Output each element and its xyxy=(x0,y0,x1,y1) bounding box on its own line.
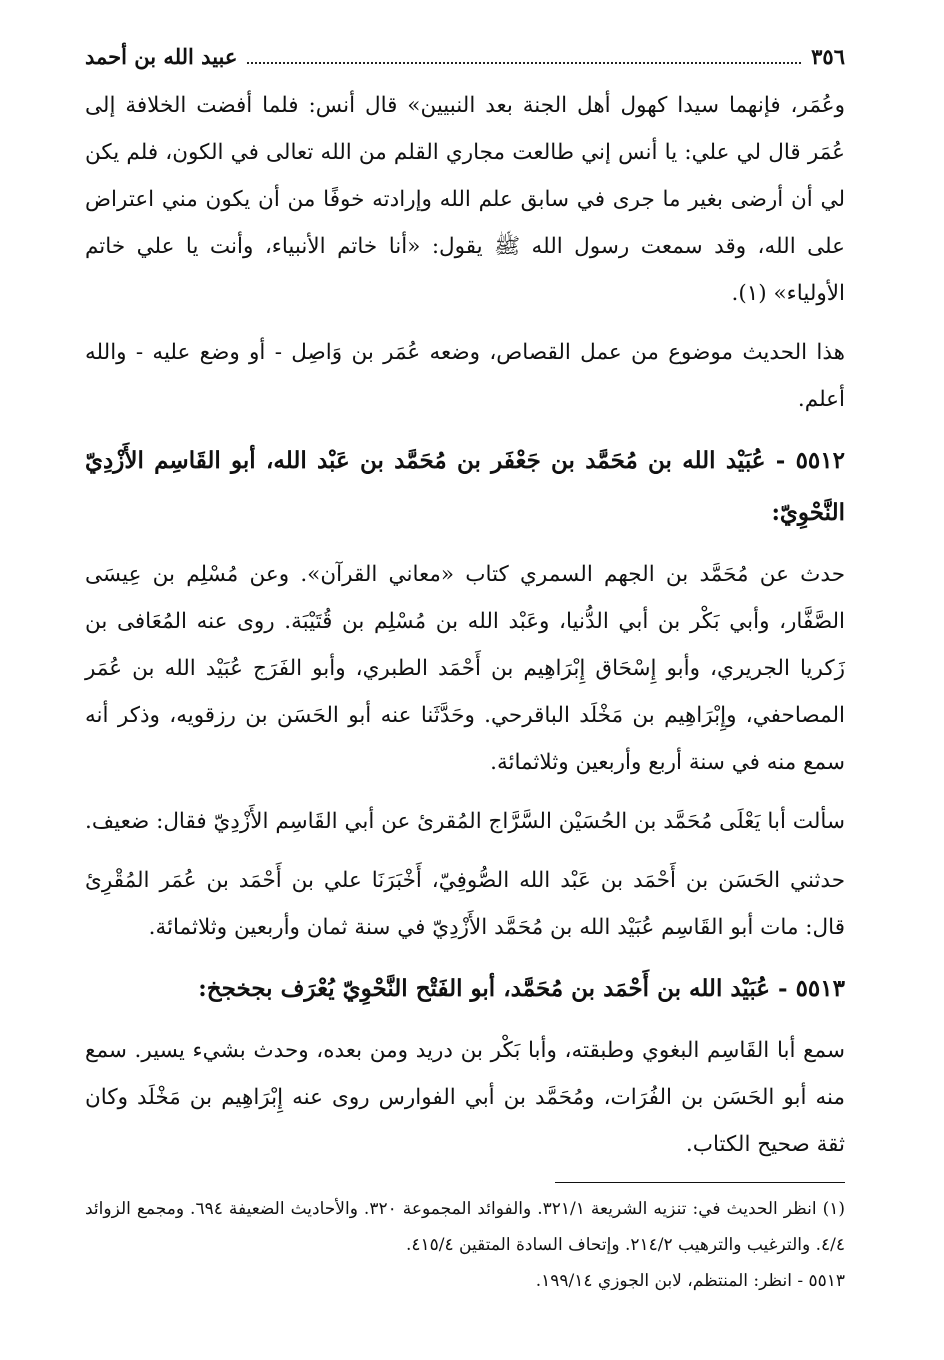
hadith-verdict-paragraph: هذا الحديث موضوع من عمل القصاص، وضعه عُمَر بن وَاصِل - أو وضع عليه - والله أعلم. xyxy=(85,340,845,412)
running-header xyxy=(85,44,845,82)
running-title: عبيد الله بن أحمد xyxy=(85,44,238,69)
entry-5512-paragraph-2: سألت أبا يَعْلَى مُحَمَّد بن الحُسَيْن السَّرَّاج المُقرئ عن أبي القَاسِم الأَزْدِيّ فقال: ضعيف. xyxy=(85,809,845,834)
entry-5512-paragraph-1: حدث عن مُحَمَّد بن الجهم السمري كتاب «معاني القرآن». وعن مُسْلِم بن عِيسَى الصَّفَّار، وأبي بَكْر بن أبي الدُّنيا، وعَبْد الله بن مُسْلِم بن قُتَيْبَة. روى عنه المُعَافى بن زَكريا الجريري، وأبو إِسْحَاق إِبْرَاهِيم بن أَحْمَد الطبري، وأبو الفَرَج عُبَيْد الله بن عُمَر المصاحفي، وإِبْرَاهِيم بن مَخْلَد الباقرحي. وحَدَّثَنا عنه أبو الحَسَن بن رزقويه، وذكر أنه سمع منه في سنة أربع وأربعين وثلاثمائة. xyxy=(85,562,845,775)
footnote-separator xyxy=(555,1182,845,1183)
footnote-1: (١) انظر الحديث في: تنزيه الشريعة ٣٢١/١. والفوائد المجموعة ٣٢٠. والأحاديث الضعيفة ٦٩٤. ومجمع الزوائد ٤/٤. والترغيب والترهيب ٢١٤/٢. وإتحاف السادة المتقين ٤١٥/٤. xyxy=(85,1199,845,1255)
book-page xyxy=(85,44,845,1299)
entry-5512-heading: ٥٥١٢ - عُبَيْد الله بن مُحَمَّد بن جَعْفَر بن مُحَمَّد بن عَبْد الله، أبو القَاسِم الأَزْدِيّ النَّحْوِيّ: xyxy=(85,447,845,526)
header-dot-leader xyxy=(247,62,801,64)
continuation-paragraph: وعُمَر، فإنهما سيدا كهول أهل الجنة بعد النبيين» قال أنس: فلما أفضت الخلافة إلى عُمَر قال لي علي: يا أنس إني طالعت مجاري القلم من الله تعالى في الكون، فلم يكن لي أن أرضى بغير ما جرى في سابق علم الله وإرادته خوفًا من أن يكون مني اعتراض على الله، وقد سمعت رسول الله ﷺ يقول: «أنا خاتم الأنبياء، وأنت يا علي خاتم الأولياء» (١). xyxy=(85,93,845,306)
footnote-5513: ٥٥١٣ - انظر: المنتظم، لابن الجوزي ١٩٩/١٤. xyxy=(535,1271,845,1291)
page-number: ٣٥٦ xyxy=(811,44,845,69)
entry-5512-paragraph-3: حدثني الحَسَن بن أَحْمَد بن عَبْد الله الصُّوفِيّ، أَخْبَرَنَا علي بن أَحْمَد بن عُمَر المُقْرِئ قال: مات أبو القَاسِم عُبَيْد الله بن مُحَمَّد الأَزْدِيّ في سنة ثمان وأربعين وثلاثمائة. xyxy=(85,868,845,940)
entry-5513-paragraph-1: سمع أبا القَاسِم البغوي وطبقته، وأبا بَكْر بن دريد ومن بعده، وحدث بشيء يسير. سمع منه أبو الحَسَن بن الفُرَات، ومُحَمَّد بن أبي الفوارس روى عنه إِبْرَاهِيم بن مَخْلَد وكان ثقة صحيح الكتاب. xyxy=(85,1038,845,1157)
entry-5513-heading: ٥٥١٣ - عُبَيْد الله بن أَحْمَد بن مُحَمَّد، أبو الفَتْح النَّحْوِيّ يُعْرَف بجخجخ: xyxy=(198,975,845,1002)
